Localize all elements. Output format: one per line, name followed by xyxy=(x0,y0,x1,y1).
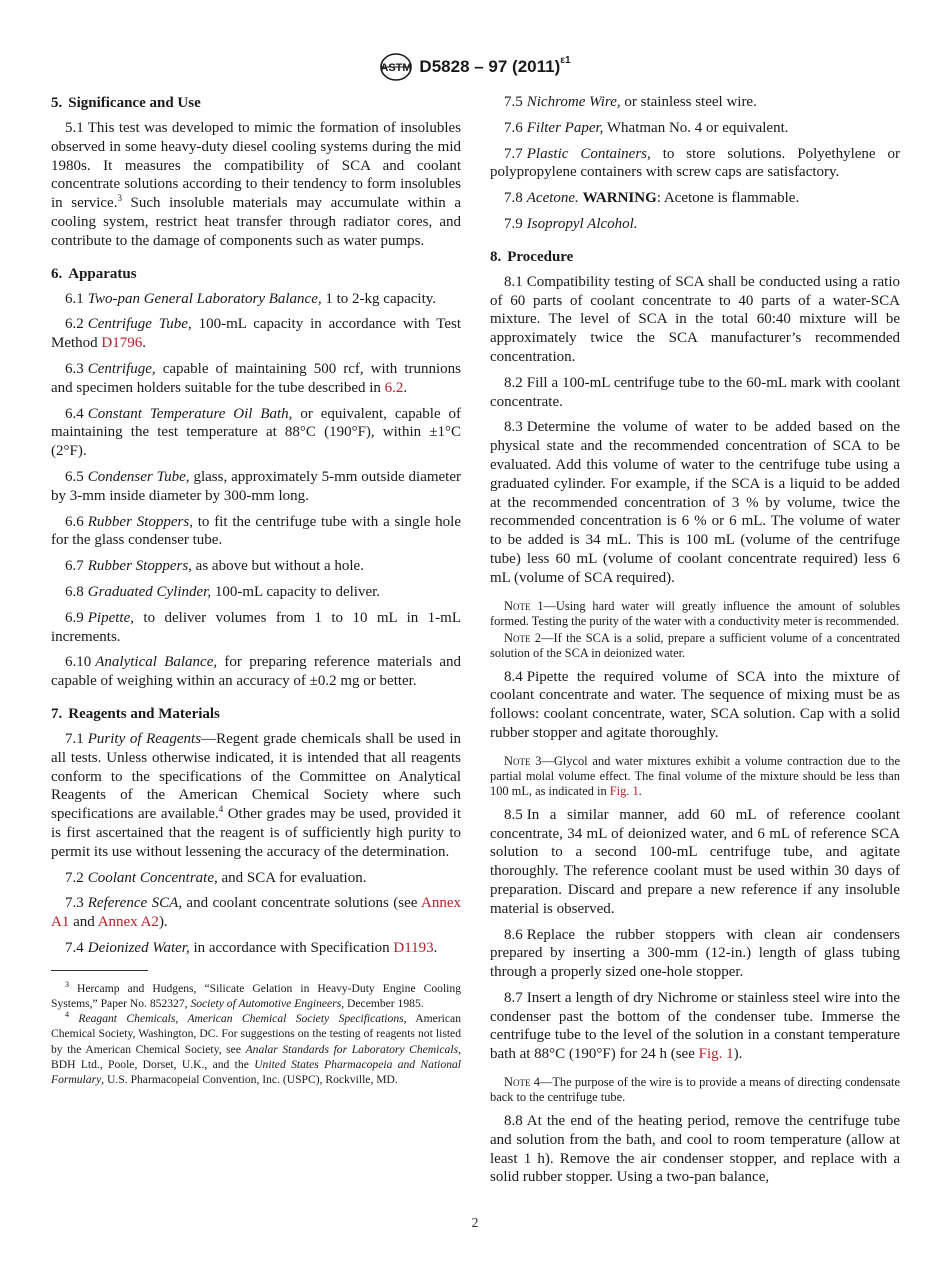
paragraph-6-2 xyxy=(51,315,461,353)
astm-logo-icon xyxy=(379,52,413,82)
paragraph-text: Replace the rubber stoppers with clean air condensers prepared by inserting a 300-mm (12-in.) length of glass tubing through a properly sized one-hole stopper. xyxy=(490,926,900,981)
paragraph-text: or equivalent, capable of maintaining the test temperature at 88°C (190°F), within ±1°C (2°F). xyxy=(51,405,462,460)
term: Isopropyl Alcohol. xyxy=(526,215,638,232)
svg-text:ASTM: ASTM xyxy=(380,62,413,74)
section-title: Reagents and Materials xyxy=(68,705,220,722)
term: Analytical Balance, xyxy=(95,654,218,671)
paragraph-text: and SCA for evaluation. xyxy=(217,869,367,886)
note-3 xyxy=(490,754,900,799)
paragraph-text: At the end of the heating period, remove the centrifuge tube and solution from the bath, and cool to room temperature (allow at least 1 h). Remove the air condenser stopper, and replace with a solid rubber stopper. Using a two-pan balance, xyxy=(490,1113,900,1186)
paragraph-number: 6.9 xyxy=(65,609,84,626)
term: Acetone. xyxy=(526,190,579,207)
paragraph-number: 6.1 xyxy=(65,290,84,307)
paragraph-7-5 xyxy=(490,93,900,112)
paragraph-8-2 xyxy=(490,374,900,412)
paragraph-text: in accordance with Specification xyxy=(189,939,394,956)
term: Reference SCA, xyxy=(87,895,182,912)
paragraph-text: and coolant concentrate solutions (see xyxy=(182,895,421,912)
term: Condenser Tube, xyxy=(87,468,190,485)
section-6-heading xyxy=(51,264,461,284)
term: Plastic Containers, xyxy=(526,145,651,162)
footnote-italic: Analar Standards for Laboratory Chemicals xyxy=(245,1042,459,1056)
paragraph-number: 7.4 xyxy=(65,939,84,956)
note-text: —Glycol and water mixtures exhibit a volume contraction due to the partial molal volume effect. The final volume of the mixture should be less than 100 mL, as indicated in xyxy=(490,753,900,798)
section-title: Procedure xyxy=(507,248,574,265)
paragraph-7-1 xyxy=(51,730,461,862)
note-4 xyxy=(490,1075,900,1105)
paragraph-text: Whatman No. 4 or equivalent. xyxy=(603,119,789,136)
section-number: 8. xyxy=(490,248,502,265)
note-1 xyxy=(490,599,900,629)
paragraph-number: 7.7 xyxy=(504,145,523,162)
paragraph-7-2 xyxy=(51,869,461,888)
paragraph-number: 6.4 xyxy=(65,405,84,422)
footnote-ref-3[interactable]: 3 xyxy=(117,193,122,204)
footnote-3 xyxy=(51,981,461,1011)
paragraph-number: 7.3 xyxy=(65,895,84,912)
paragraph-number: 7.6 xyxy=(504,119,523,136)
paragraph-text: and xyxy=(69,914,98,931)
footnote-divider xyxy=(51,970,148,971)
right-column xyxy=(490,93,900,1194)
paragraph-6-1 xyxy=(51,290,461,309)
paragraph-number: 7.1 xyxy=(65,730,84,747)
term: Constant Temperature Oil Bath, xyxy=(87,405,293,422)
paragraph-6-9 xyxy=(51,609,461,647)
punctuation: . xyxy=(403,379,408,396)
paragraph-text: to fit the centrifuge tube with a single hole for the glass condenser tube. xyxy=(51,513,461,549)
paragraph-text: Compatibility testing of SCA shall be conducted using a ratio of 60 parts of coolant concentrate to 40 parts of a water-SCA mixture. The level of SCA in the total 60:40 mixture will be approximately twice the SCA manufacturer’s recommended concentration. xyxy=(490,273,900,365)
paragraph-text: glass, approximately 5-mm outside diameter by 3-mm inside diameter by 300-mm long. xyxy=(51,468,461,504)
paragraph-6-5 xyxy=(51,468,461,506)
footnote-number: 3 xyxy=(65,979,69,989)
paragraph-7-6 xyxy=(490,119,900,138)
paragraph-text: Other grades may be used, provided it is first ascertained that the reagent is of sufficiently high purity to permit its use without lessening the accuracy of the determination. xyxy=(51,806,461,860)
term: Two-pan General Laboratory Balance, xyxy=(87,290,322,307)
note-label: Note 4 xyxy=(504,1075,540,1090)
paragraph-text: : Acetone is flammable. xyxy=(656,190,800,207)
paragraph-number: 5.1 xyxy=(65,120,84,136)
paragraph-5-1 xyxy=(51,119,461,251)
footnote-number: 4 xyxy=(65,1010,69,1020)
paragraph-8-5 xyxy=(490,806,900,919)
punctuation: . xyxy=(638,783,642,798)
section-7-heading xyxy=(51,704,461,724)
paragraph-number: 6.2 xyxy=(65,316,84,333)
paragraph-7-4 xyxy=(51,939,461,958)
designation-text: D5828 – 97 (2011) xyxy=(419,57,561,76)
paragraph-text: 100-mL capacity in accordance with Test Method xyxy=(51,316,461,352)
warning-label: WARNING xyxy=(582,190,657,207)
paragraph-text: Insert a length of dry Nichrome or stainless steel wire into the condenser past the bottom of the condenser tube. Immerse the centrifuge tube to the level of the solution in a constant temperature bath at 88°C (190°F) for 24 h (see xyxy=(490,989,900,1063)
paragraph-8-4 xyxy=(490,668,900,743)
paragraph-6-4 xyxy=(51,405,461,461)
paragraph-7-9 xyxy=(490,215,900,234)
link-section-6-2[interactable]: 6.2 xyxy=(384,379,404,396)
paragraph-text: for preparing reference materials and capable of weighing within an accuracy of ±0.2 mg or better. xyxy=(51,654,462,690)
paragraph-6-7 xyxy=(51,557,461,576)
term: Filter Paper, xyxy=(526,119,604,136)
term: Centrifuge, xyxy=(87,360,156,377)
paragraph-number: 8.6 xyxy=(504,926,523,943)
punctuation: ). xyxy=(733,1046,743,1063)
paragraph-number: 8.3 xyxy=(504,419,523,436)
paragraph-text: In a similar manner, add 60 mL of reference coolant concentrate, 34 mL of deionized water, and 6 mL of reference SCA solution to a second 100-mL centrifuge tube, and agitate thoroughly. The reference coolant must be used within 30 days of preparation. Discard and prepare a new reference if any insoluble material is observed. xyxy=(490,806,900,917)
term: Coolant Concentrate, xyxy=(87,869,218,886)
paragraph-number: 7.2 xyxy=(65,869,84,886)
paragraph-8-7 xyxy=(490,989,900,1064)
link-fig-1[interactable]: Fig. 1 xyxy=(698,1046,734,1063)
paragraph-text: This test was developed to mimic the formation of insolubles observed in some heavy-duty diesel cooling systems during the mid 1980s. It measures the compatibility of SCA and coolant concentrate solutions according to their tendency to form insolubles in service. xyxy=(51,120,461,212)
paragraph-number: 7.8 xyxy=(504,190,523,207)
paragraph-text: as above but without a hole. xyxy=(191,558,364,575)
paragraph-8-3 xyxy=(490,418,900,587)
paragraph-number: 6.7 xyxy=(65,558,84,575)
paragraph-number: 6.5 xyxy=(65,468,84,485)
term: Nichrome Wire, xyxy=(526,94,621,110)
paragraph-text: 100-mL capacity to deliver. xyxy=(211,583,381,600)
footnote-italic: United States Pharmacopeia and National Formulary xyxy=(51,1057,462,1086)
paragraph-text: 1 to 2-kg capacity. xyxy=(321,290,437,307)
term: Deionized Water, xyxy=(87,939,190,956)
footnote-4 xyxy=(51,1011,461,1087)
footnote-text: , December 1985. xyxy=(341,996,424,1010)
paragraph-text: —Regent grade chemicals shall be used in all tests. Unless otherwise indicated, it is intended that all reagents conform to the specifications of the Committee on Analytical Reagents of the American Chemical Society where such specifications are available. xyxy=(51,730,461,823)
section-8-heading xyxy=(490,247,900,267)
note-label: Note 2 xyxy=(504,630,542,645)
link-fig-1[interactable]: Fig. 1 xyxy=(609,783,639,798)
paragraph-6-3 xyxy=(51,360,461,398)
paragraph-6-6 xyxy=(51,513,461,551)
footnote-italic: Society of Automotive Engineers xyxy=(190,996,342,1010)
term: Rubber Stoppers, xyxy=(87,558,192,575)
paragraph-8-6 xyxy=(490,926,900,982)
paragraph-number: 8.1 xyxy=(504,273,523,290)
note-2 xyxy=(490,631,900,661)
footnote-text: , American Chemical Society, Washington, DC. For suggestions on the testing of reagents not listed by the American Chemical Society, see xyxy=(51,1012,461,1056)
link-annex-a2[interactable]: Annex A2 xyxy=(97,914,159,931)
term: Purity of Reagents xyxy=(87,730,202,747)
paragraph-7-7 xyxy=(490,145,900,183)
link-d1193[interactable]: D1193 xyxy=(393,939,434,956)
paragraph-text: to deliver volumes from 1 to 10 mL in 1-mL increments. xyxy=(51,609,461,645)
page-number: 2 xyxy=(471,1216,479,1231)
paragraph-6-8 xyxy=(51,583,461,602)
footnote-text: , BDH Ltd., Poole, Dorset, U.K., and the xyxy=(51,1042,461,1071)
note-label: Note 3 xyxy=(504,753,542,768)
note-text: —If the SCA is a solid, prepare a sufficient volume of a concentrated solution of the SCA in deionized water. xyxy=(490,630,900,660)
page-header xyxy=(0,52,950,82)
paragraph-8-8 xyxy=(490,1112,900,1187)
section-number: 5. xyxy=(51,95,63,111)
paragraph-8-1 xyxy=(490,273,900,367)
link-d1796[interactable]: D1796 xyxy=(101,335,143,352)
paragraph-number: 8.2 xyxy=(504,374,523,391)
paragraph-number: 7.5 xyxy=(504,94,523,110)
note-text: —Using hard water will greatly influence the amount of solubles formed. Testing the purity of the water with a conductivity meter is recommended. xyxy=(490,598,900,628)
link-annex-a1[interactable]: Annex A1 xyxy=(51,895,461,931)
section-5-heading xyxy=(51,93,461,113)
epsilon-superscript: ε1 xyxy=(560,55,571,67)
section-title: Significance and Use xyxy=(68,95,201,111)
section-number: 7. xyxy=(51,705,63,722)
paragraph-text: Determine the volume of water to be added based on the physical state and the recommended concentration of SCA to be evaluated. Add this volume of water to the centrifuge tube using a graduated cylinder. For example, if the SCA is a liquid to be added at the recommended concentration of 3 % by volume, twice the recommended concentration is 6 % or 6 mL. The volume of water to be added is 34 mL. This is 100 mL (volume of the centrifuge tube) less 60 mL (volume of coolant concentrate required) less 6 mL (volume of SCA required). xyxy=(490,419,900,586)
paragraph-text: Pipette the required volume of SCA into the mixture of coolant concentrate and water. The sequence of mixing must be as follows: coolant concentrate, water, SCA solution. Cap with a solid rubber stopper and agitate thoroughly. xyxy=(490,668,900,741)
paragraph-number: 8.5 xyxy=(504,806,523,823)
paragraph-number: 6.3 xyxy=(65,360,84,377)
paragraph-6-10 xyxy=(51,653,461,691)
paragraph-number: 8.8 xyxy=(504,1113,523,1130)
paragraph-text: to store solutions. Polyethylene or polypropylene containers with screw caps are satisfactory. xyxy=(490,145,900,181)
term: Rubber Stoppers, xyxy=(87,513,193,530)
paragraph-number: 6.8 xyxy=(65,583,84,600)
left-column xyxy=(51,93,461,1087)
document-designation xyxy=(419,57,570,77)
punctuation: . xyxy=(433,939,438,956)
section-number: 6. xyxy=(51,265,63,282)
note-text: —The purpose of the wire is to provide a means of directing condensate back to the centrifuge tube. xyxy=(490,1075,900,1105)
punctuation: . xyxy=(142,335,147,352)
section-title: Apparatus xyxy=(68,265,137,282)
footnote-italic: Reagant Chemicals, American Chemical Society Specifications xyxy=(69,1012,404,1026)
paragraph-number: 8.4 xyxy=(504,668,523,685)
term: Graduated Cylinder, xyxy=(87,583,212,600)
paragraph-text: capable of maintaining 500 rcf, with trunnions and specimen holders suitable for the tube described in xyxy=(51,360,461,396)
paragraph-7-8 xyxy=(490,189,900,208)
footnote-ref-4[interactable]: 4 xyxy=(218,804,224,815)
term: Pipette, xyxy=(87,609,134,626)
footnote-text: , U.S. Pharmacopeial Convention, Inc. (USPC), Rockville, MD. xyxy=(101,1072,398,1086)
paragraph-number: 7.9 xyxy=(504,215,523,232)
term: Centrifuge Tube, xyxy=(87,316,192,333)
paragraph-text: Such insoluble materials may accumulate within a cooling system, restrict heat transfer through radiator cores, and contribute to the damage of components such as water pumps. xyxy=(51,195,462,249)
paragraph-text: Fill a 100-mL centrifuge tube to the 60-mL mark with coolant concentrate. xyxy=(490,374,900,410)
paragraph-number: 6.6 xyxy=(65,513,84,530)
footnote-text: Hercamp and Hudgens, “Silicate Gelation in Heavy-Duty Engine Cooling Systems,” Paper No. 852327, xyxy=(51,981,461,1010)
paragraph-text: or stainless steel wire. xyxy=(620,94,757,110)
punctuation: ). xyxy=(158,914,168,931)
paragraph-number: 6.10 xyxy=(65,654,92,671)
paragraph-number: 8.7 xyxy=(504,989,523,1006)
note-label: Note 1 xyxy=(504,598,544,613)
paragraph-7-3 xyxy=(51,894,461,932)
